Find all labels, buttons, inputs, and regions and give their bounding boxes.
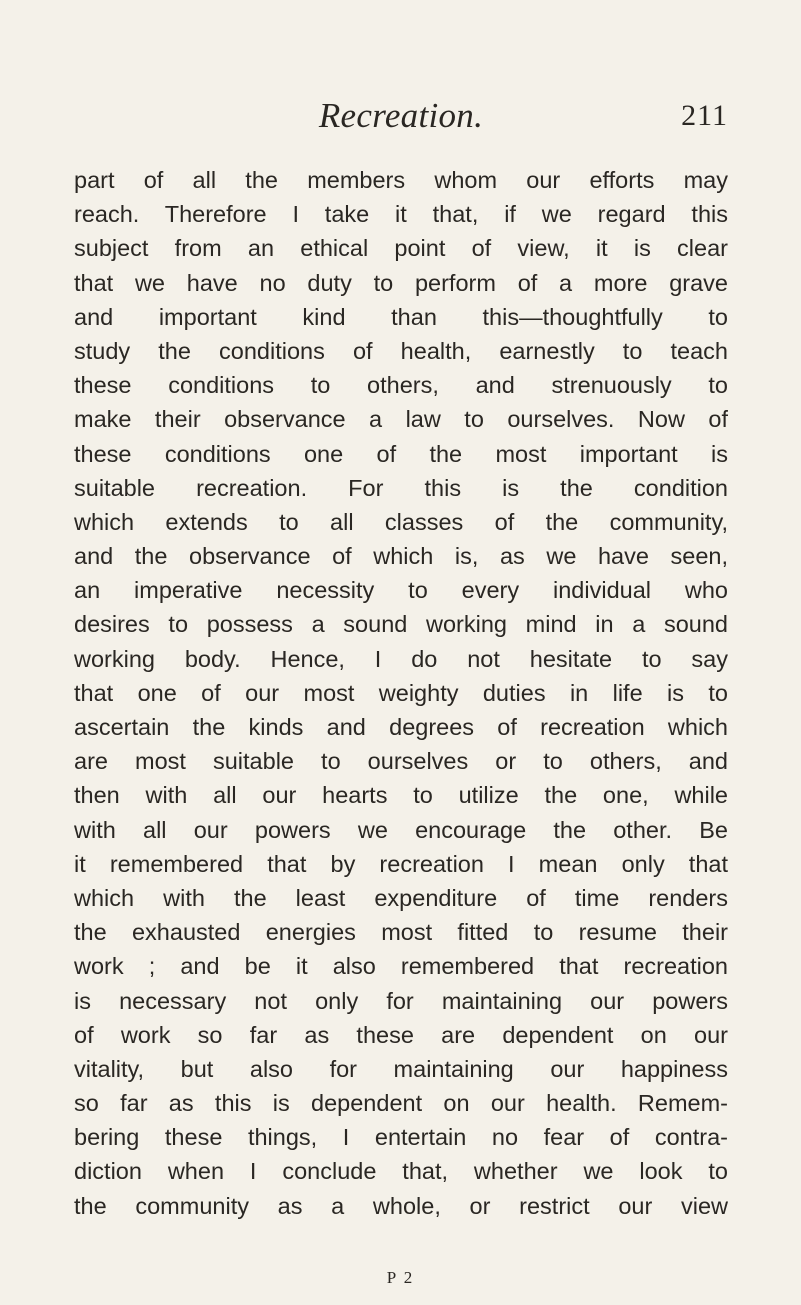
text-line: desires to possess a sound working mind in a sound [74, 611, 728, 638]
text-line: work ; and be it also remembered that recreation [74, 953, 728, 980]
text-line: working body. Hence, I do not hesitate to say [74, 645, 728, 672]
text-line: is necessary not only for maintaining our powers [74, 987, 728, 1014]
text-line: the exhausted energies most fitted to resume their [74, 919, 728, 946]
running-title: Recreation. [318, 96, 484, 135]
text-line: it remembered that by recreation I mean only that [74, 850, 728, 877]
text-line: subject from an ethical point of view, it is clear [74, 235, 728, 262]
text-line: diction when I conclude that, whether we look to [74, 1158, 728, 1185]
text-line: which extends to all classes of the community, [74, 508, 728, 535]
text-line: that we have no duty to perform of a more grave [74, 269, 728, 296]
text-line: of work so far as these are dependent on our [74, 1021, 728, 1048]
text-line: vitality, but also for maintaining our happiness [74, 1055, 728, 1082]
text-line: part of all the members whom our efforts may [74, 167, 728, 193]
text-line: that one of our most weighty duties in life is to [74, 679, 728, 706]
text-line: the community as a whole, or restrict our view [74, 1192, 728, 1219]
text-line: are most suitable to ourselves or to others, and [74, 748, 728, 775]
text-line: suitable recreation. For this is the condition [74, 474, 728, 501]
signature-mark: P 2 [386, 1268, 415, 1287]
text-line: ascertain the kinds and degrees of recreation which [74, 714, 728, 740]
page-number: 211 [681, 99, 728, 132]
text-line: these conditions to others, and strenuously to [74, 372, 728, 399]
text-line: which with the least expenditure of time renders [74, 884, 728, 911]
text-line: and important kind than this—thoughtfully to [74, 303, 728, 330]
text-line: study the conditions of health, earnestly to teach [74, 337, 728, 364]
text-line: these conditions one of the most important is [74, 440, 728, 467]
text-line: reach. Therefore I take it that, if we regard this [74, 201, 728, 228]
text-line: an imperative necessity to every individual who [74, 577, 728, 604]
text-line: bering these things, I entertain no fear of contra- [74, 1124, 728, 1151]
text-line: with all our powers we encourage the other. Be [74, 816, 728, 843]
running-head [74, 92, 728, 140]
text-line: so far as this is dependent on our health. Remem- [74, 1090, 728, 1117]
body-text [74, 163, 728, 1223]
text-line: and the observance of which is, as we have seen, [74, 543, 728, 570]
text-line: make their observance a law to ourselves. Now of [74, 406, 728, 433]
text-line: then with all our hearts to utilize the one, while [74, 782, 728, 809]
